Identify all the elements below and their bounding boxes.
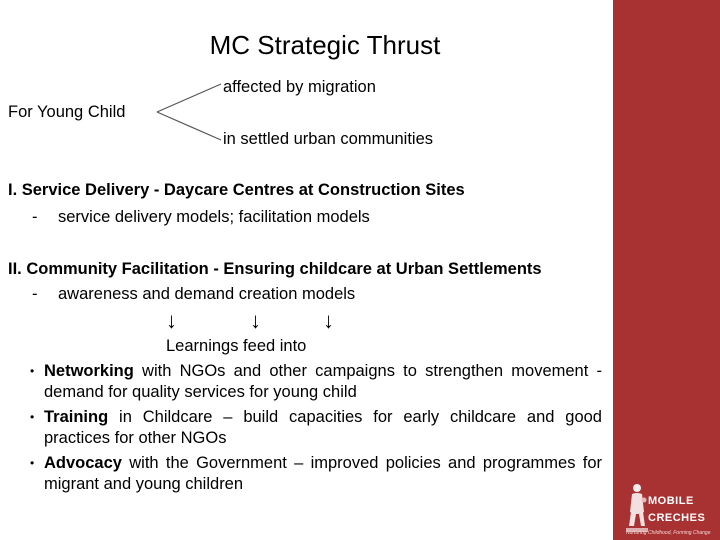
bullet-list: [30, 361, 602, 499]
logo-line-1: MOBILE: [648, 495, 694, 507]
down-arrow-icon: ↓: [323, 308, 334, 333]
bullet-dot-icon: •: [30, 410, 35, 424]
sidebar-accent: [613, 0, 720, 540]
section-1-sub: service delivery models; facilitation models: [58, 208, 370, 226]
bullet-item-training: [30, 407, 602, 449]
branch-root-label: For Young Child: [8, 103, 126, 121]
section-2-heading: II. Community Facilitation - Ensuring childcare at Urban Settlements: [8, 260, 542, 278]
bullet-text: in Childcare – build capacities for early childcare and good practices for other NGOs: [44, 408, 602, 447]
branch-lines: [155, 82, 225, 142]
section-1-heading: I. Service Delivery - Daycare Centres at Construction Sites: [8, 181, 465, 199]
section-2-dash: -: [32, 285, 38, 303]
logo-line-2: CRECHES: [648, 512, 706, 524]
branch-upper-label: affected by migration: [223, 78, 376, 96]
bullet-keyword: Networking: [44, 362, 134, 380]
learnings-label: Learnings feed into: [166, 337, 307, 355]
bullet-item-advocacy: [30, 453, 602, 495]
down-arrow-icon: ↓: [166, 308, 177, 333]
down-arrow-icon: ↓: [250, 308, 261, 333]
section-1-dash: -: [32, 208, 38, 226]
logo-tagline: Nurturing Childhood, Forming Change: [626, 530, 711, 536]
branch-lower-label: in settled urban communities: [223, 130, 434, 148]
bullet-keyword: Training: [44, 408, 109, 426]
bullet-keyword: Advocacy: [44, 454, 122, 472]
section-2-sub: awareness and demand creation models: [58, 285, 356, 303]
bullet-dot-icon: •: [30, 364, 35, 378]
bullet-dot-icon: •: [30, 456, 35, 470]
bullet-item-networking: [30, 361, 602, 403]
slide-title: MC Strategic Thrust: [209, 30, 441, 60]
bullet-text: with NGOs and other campaigns to strengthen movement - demand for quality services for young child: [44, 362, 602, 401]
bullet-text: with the Government – improved policies and programmes for migrant and young children: [44, 454, 602, 493]
mother-child-logo-icon: [622, 478, 718, 538]
